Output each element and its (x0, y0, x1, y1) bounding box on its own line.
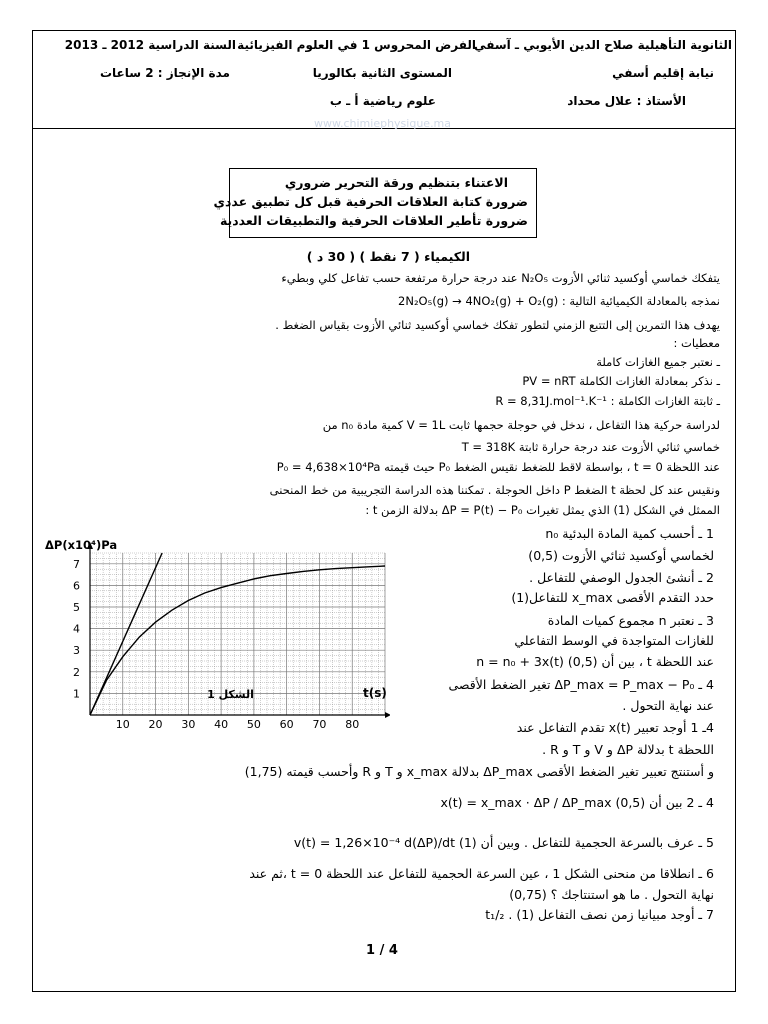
y-tick-label: 6 (73, 579, 80, 593)
notice-box (213, 168, 537, 238)
intro-line-2: نمذجه بالمعادلة الكيميائية التالية : 2N₂O₅(g) → 4NO₂(g) + O₂(g) (398, 294, 720, 308)
question-4-1a: 4ـ 1 أوجد تعبير x(t) تقدم التفاعل عند (516, 720, 714, 735)
question-6b: نهاية التحول . ما هو استنتاجك ؟ (0,75) (509, 887, 714, 902)
directorate: نيابة إقليم أسفي (612, 66, 714, 80)
school-year: السنة الدراسية 2012 ـ 2013 (64, 38, 236, 52)
question-5: 5 ـ عرف بالسرعة الحجمية للتفاعل . وبين أن v(t) = 1,26×10⁻⁴ d(ΔP)/dt (1) (293, 835, 714, 850)
y-tick-label: 5 (73, 601, 80, 614)
y-tick-label: 2 (73, 665, 80, 679)
branch: علوم رياضية أ ـ ب (329, 94, 436, 108)
x-tick-label: 20 (148, 718, 163, 731)
question-1b: لخماسي أوكسيد ثنائي الأزوت (0,5) (528, 548, 714, 563)
notice-line-3: ضرورة تأطير العلاقات الحرفية والتطبيقات العددية (219, 213, 528, 228)
paragraph-1: لدراسة حركية هذا التفاعل ، ندخل في حوجلة حجمها ثابت V = 1L كمية مادة n₀ من (322, 418, 720, 432)
paragraph-2: خماسي ثنائي الأزوت عند درجة حرارة ثابتة T = 318K (461, 440, 720, 454)
pressure-chart (40, 535, 390, 747)
question-4-1c: و أستنتج تعبير تغير الضغط الأقصى ΔP_max بدلالة x_max و T و R وأحسب قيمته (1,75) (244, 764, 714, 779)
question-4-1b: اللحظة t بدلالة ΔP و V و T و R . (542, 742, 714, 757)
page-number: 1 / 4 (366, 943, 398, 958)
x-tick-label: 30 (181, 718, 196, 731)
paragraph-4: ونقيس عند كل لحظة t الضغط P داخل الحوجلة . تمكننا هذه الدراسة التجريبية من خط المنحنى (269, 483, 720, 497)
chart-ticks (73, 558, 359, 731)
question-4-2: 4 ـ 2 بين أن x(t) = x_max · ΔP / ΔP_max (0,5) (440, 795, 714, 810)
teacher: الأستاذ : علال محداد (567, 94, 686, 108)
level: المستوى الثانية بكالوريا (312, 66, 452, 80)
x-tick-label: 80 (345, 718, 360, 731)
given-2: ـ نذكر بمعادلة الغازات الكاملة PV = nRT (522, 374, 720, 388)
question-2b: حدد التقدم الأقصى x_max للتفاعل(1) (511, 590, 714, 605)
y-tick-label: 3 (73, 644, 80, 658)
notice-line-2: ضرورة كتابة العلاقات الحرفية قبل كل تطبيق عددي (213, 194, 528, 209)
watermark: www.chimiephysique.ma (314, 117, 452, 130)
x-tick-label: 40 (214, 718, 229, 731)
question-4b: عند نهاية التحول . (622, 698, 714, 713)
x-tick-label: 50 (246, 718, 261, 731)
question-3b: للغازات المتواجدة في الوسط التفاعلي (514, 633, 714, 648)
x-tick-label: 70 (312, 718, 327, 731)
paragraph-5: الممثل في الشكل (1) الذي يمثل تغيرات ΔP = P(t) − P₀ بدلالة الزمن t : (365, 503, 720, 517)
question-7: 7 ـ أوجد مبيانيا زمن نصف التفاعل t₁/₂ . (1) (485, 907, 714, 922)
x-axis-label: t(s) (363, 686, 387, 700)
figure-label: الشكل 1 (207, 688, 254, 701)
y-tick-label: 1 (73, 687, 80, 701)
paragraph-3: عند اللحظة t = 0 ، بواسطة لاقط للضغط نقيس الضغط P₀ حيث قيمته P₀ = 4,638×10⁴Pa (276, 460, 720, 474)
notice-line-1: الاعتناء بتنظيم ورقة التحرير ضروري (284, 175, 508, 190)
y-tick-label: 7 (73, 557, 80, 571)
given-title: معطيات : (673, 336, 720, 350)
question-4a: 4 ـ ΔP_max = P_max − P₀ تغير الضغط الأقصى (448, 677, 714, 692)
exam-title: الفرض المحروس 1 في العلوم الفيزيائية (237, 38, 476, 52)
question-1a: 1 ـ أحسب كمية المادة البدئية n₀ (545, 526, 714, 541)
x-tick-label: 60 (279, 718, 294, 731)
aim: يهدف هذا التمرين إلى التتبع الزمني لتطور تفكك خماسي أوكسيد ثنائي الأزوت بقياس الضغط . (275, 318, 720, 332)
given-1: ـ نعتبر جميع الغازات كاملة (596, 355, 720, 369)
intro-line-1: يتفكك خماسي أوكسيد ثنائي الأزوت N₂O₅ عند درجة حرارة مرتفعة حسب تفاعل كلي وبطيء (281, 271, 720, 285)
section-title: الكيمياء ( 7 نقط ) ( 30 د ) (306, 249, 470, 264)
x-axis-arrow (385, 712, 390, 718)
y-tick-label: 4 (73, 622, 80, 636)
x-tick-label: 10 (115, 718, 130, 731)
question-2a: 2 ـ أنشئ الجدول الوصفي للتفاعل . (529, 570, 714, 585)
duration: مدة الإنجاز : 2 ساعات (99, 66, 230, 80)
question-6a: 6 ـ انطلاقا من منحنى الشكل 1 ، عين السرعة الحجمية للتفاعل عند اللحظة t = 0 ،ثم عند (249, 866, 714, 881)
y-axis-label: ΔP(x10⁴)Pa (45, 538, 118, 552)
given-3: ـ ثابتة الغازات الكاملة : R = 8,31J.mol⁻¹.K⁻¹ (495, 394, 720, 408)
school-name: الثانوية التأهيلية صلاح الدين الأيوبي ـ آسفي (474, 38, 732, 52)
question-3c: عند اللحظة t ، بين أن n = n₀ + 3x(t) (0,5) (476, 654, 714, 669)
question-3a: 3 ـ نعتبر n مجموع كميات المادة (547, 613, 714, 628)
